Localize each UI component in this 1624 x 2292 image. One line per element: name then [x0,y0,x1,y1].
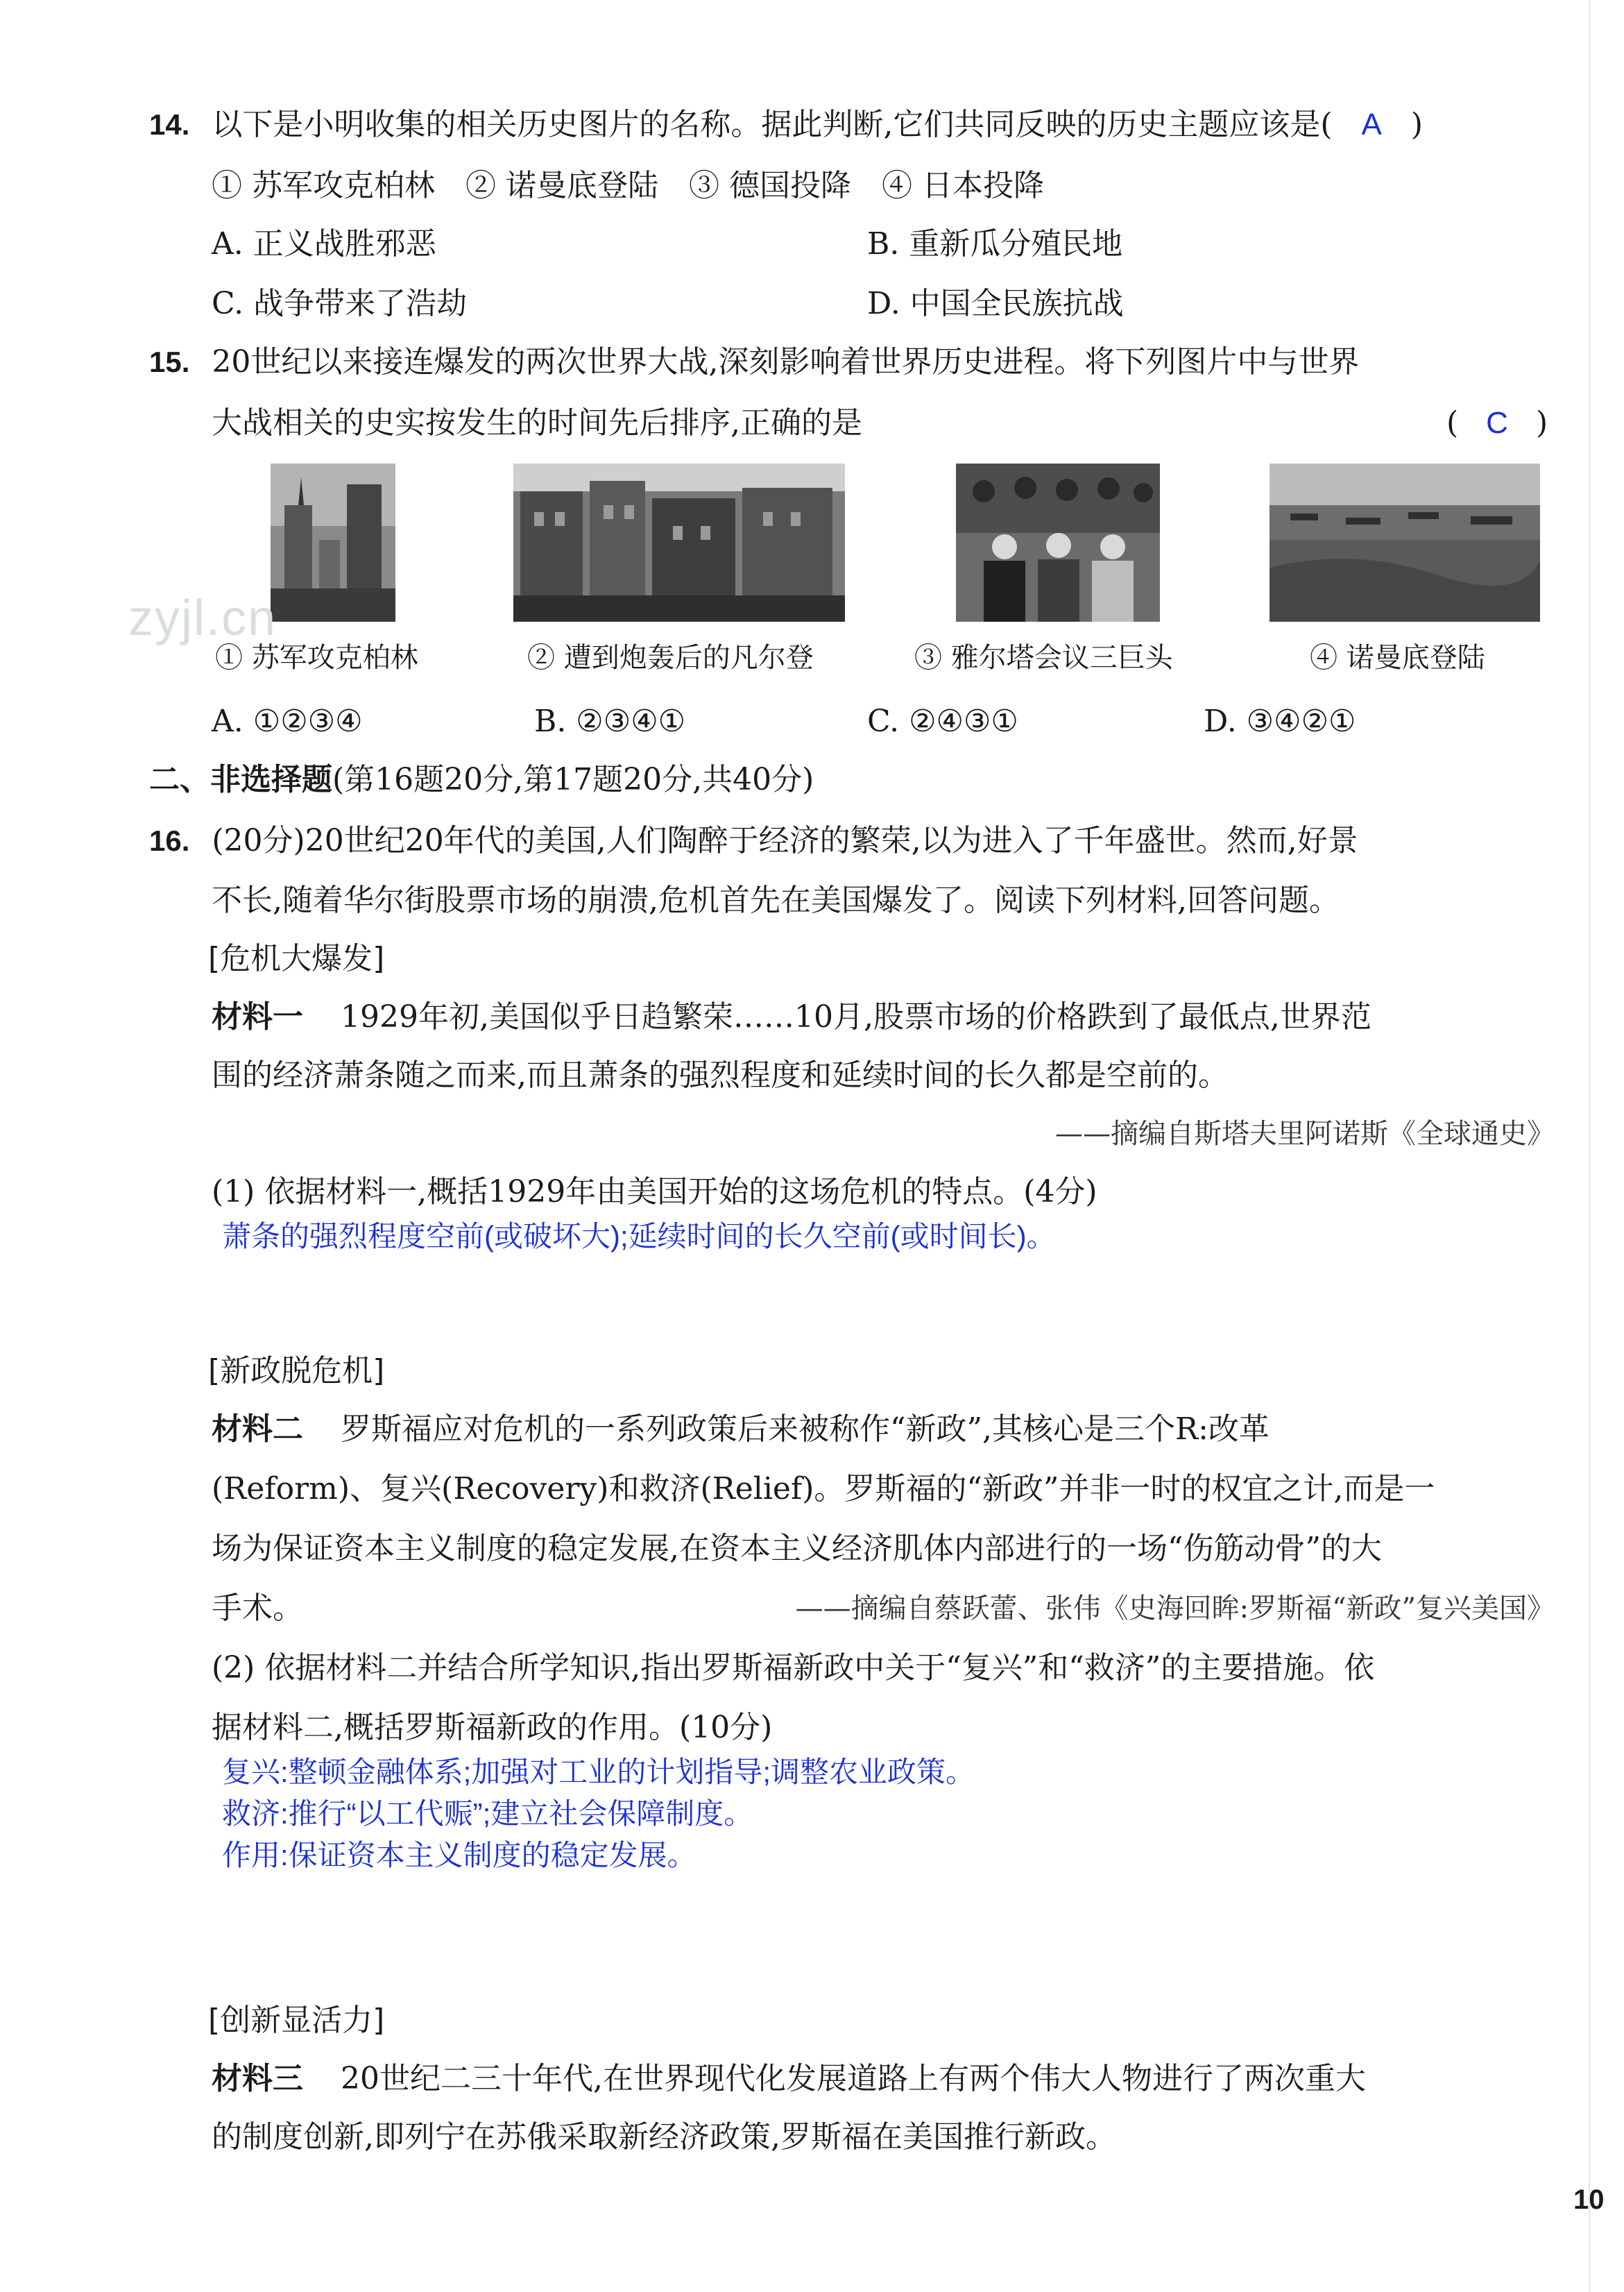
q16-intro-text-1: (20分)20世纪20年代的美国,人们陶醉于经济的繁荣,以为进入了千年盛世。然而,好景 [212,823,1358,858]
q16-box-crisis: [危机大爆发] [208,941,385,976]
q15-option-c: C. ②④③① [867,704,1018,739]
q16-intro-line1 [149,820,1358,862]
q14-option-d: D. 中国全民族抗战 [867,286,1124,321]
q16-sub2-line2: 据材料二,概括罗斯福新政的作用。(10分) [212,1710,773,1745]
q16-material1-line1 [212,996,1371,1038]
q16-material1-line2: 围的经济萧条随之而来,而且萧条的强烈程度和延续时间的长久都是空前的。 [212,1058,1229,1093]
q16-material2-text-1: 罗斯福应对危机的一系列政策后来被称作“新政”,其核心是三个R:改革 [341,1411,1270,1447]
q15-number: 15. [149,346,190,378]
margin-line [1589,0,1590,2292]
q14-answer: A [1361,108,1382,142]
q14-items: ① 苏军攻克柏林 ② 诺曼底登陆 ③ 德国投降 ④ 日本投降 [212,168,1044,203]
q15-stem-text-1: 20世纪以来接连爆发的两次世界大战,深刻影响着世界历史进程。将下列图片中与世界 [212,344,1360,380]
q16-answer2-line3: 作用:保证资本主义制度的稳定发展。 [222,1839,696,1871]
q15-answer-bracket [1446,402,1548,444]
q14-option-c: C. 战争带来了浩劫 [212,286,468,321]
q16-answer2-line1: 复兴:整顿金融体系;加强对工业的计划指导;调整农业政策。 [222,1756,975,1788]
q14-option-a: A. 正义战胜邪恶 [212,226,436,262]
q16-answer2-line2: 救济:推行“以工代赈”;建立社会保障制度。 [222,1797,753,1830]
q15-stem-line2: 大战相关的史实按发生的时间先后排序,正确的是 [212,405,862,441]
q15-caption-1: ① 苏军攻克柏林 [215,642,418,674]
q16-box-innovation: [创新显活力] [208,2003,385,2038]
watermark: zyjl.cn [128,591,277,646]
photo-berlin [271,464,395,622]
q16-sub2-line1: (2) 依据材料二并结合所学知识,指出罗斯福新政中关于“复兴”和“救济”的主要措施。依 [212,1650,1375,1686]
q16-material2-line4: 手术。 [212,1590,303,1626]
q16-answer1: 萧条的强烈程度空前(或破坏大);延续时间的长久空前(或时间长)。 [222,1220,1056,1253]
q14-stem-text: 以下是小明收集的相关历史图片的名称。据此判断,它们共同反映的历史主题应该是( [212,107,1333,142]
q14-option-b: B. 重新瓜分殖民地 [867,226,1123,262]
q15-open: ( [1446,405,1459,441]
q14-stem [149,104,1423,146]
q15-close: ) [1535,405,1548,441]
section2-note: (第16题20分,第17题20分,共40分) [332,762,814,797]
q16-material2-line1 [212,1409,1270,1450]
q16-sub1: (1) 依据材料一,概括1929年由美国开始的这场危机的特点。(4分) [212,1174,1097,1209]
q16-intro-line2: 不长,随着华尔街股票市场的崩溃,危机首先在美国爆发了。阅读下列材料,回答问题。 [212,883,1340,918]
section2-heading [149,759,814,801]
q15-caption-3: ③ 雅尔塔会议三巨头 [914,642,1173,674]
q16-material2-line2: (Reform)、复兴(Recovery)和救济(Relief)。罗斯福的“新政”并非一时的权宜之计,而是一 [212,1471,1435,1506]
q15-option-b: B. ②③④① [534,704,686,739]
q16-material3-line1 [212,2058,1366,2100]
photo-yalta [956,464,1160,622]
q16-material3-label: 材料三 [212,2061,303,2096]
q15-option-d: D. ③④②① [1204,704,1356,739]
q16-material3-line2: 的制度创新,即列宁在苏俄采取新经济政策,罗斯福在美国推行新政。 [212,2119,1116,2155]
q16-material1-text-1: 1929年初,美国似乎日趋繁荣……10月,股票市场的价格跌到了最低点,世界范 [341,999,1371,1035]
q16-material2-source: ——摘编自蔡跃蕾、张伟《史海回眸:罗斯福“新政”复兴美国》 [795,1593,1555,1624]
photo-verdun [513,464,845,622]
section2-title: 二、非选择题 [149,762,332,797]
q16-material1-label: 材料一 [212,999,303,1035]
q16-material1-source: ——摘编自斯塔夫里阿诺斯《全球通史》 [1055,1118,1555,1150]
q15-answer: C [1486,406,1508,440]
q16-material3-text-1: 20世纪二三十年代,在世界现代化发展道路上有两个伟大人物进行了两次重大 [341,2061,1366,2096]
q15-caption-2: ② 遭到炮轰后的凡尔登 [527,642,814,674]
q15-caption-4: ④ 诺曼底登陆 [1310,642,1485,674]
q15-option-a: A. ①②③④ [212,704,363,739]
q14-number: 14. [149,108,190,141]
q14-close: ) [1410,107,1424,142]
q15-stem-line1 [149,341,1359,383]
q16-material2-label: 材料二 [212,1411,303,1447]
q16-material2-line3: 场为保证资本主义制度的稳定发展,在资本主义经济肌体内部进行的一场“伤筋动骨”的大 [212,1531,1382,1566]
photo-normandy [1270,464,1540,622]
q16-box-newdeal: [新政脱危机] [208,1353,385,1389]
page-number: 10 [1573,2184,1605,2215]
q16-number: 16. [149,824,190,857]
